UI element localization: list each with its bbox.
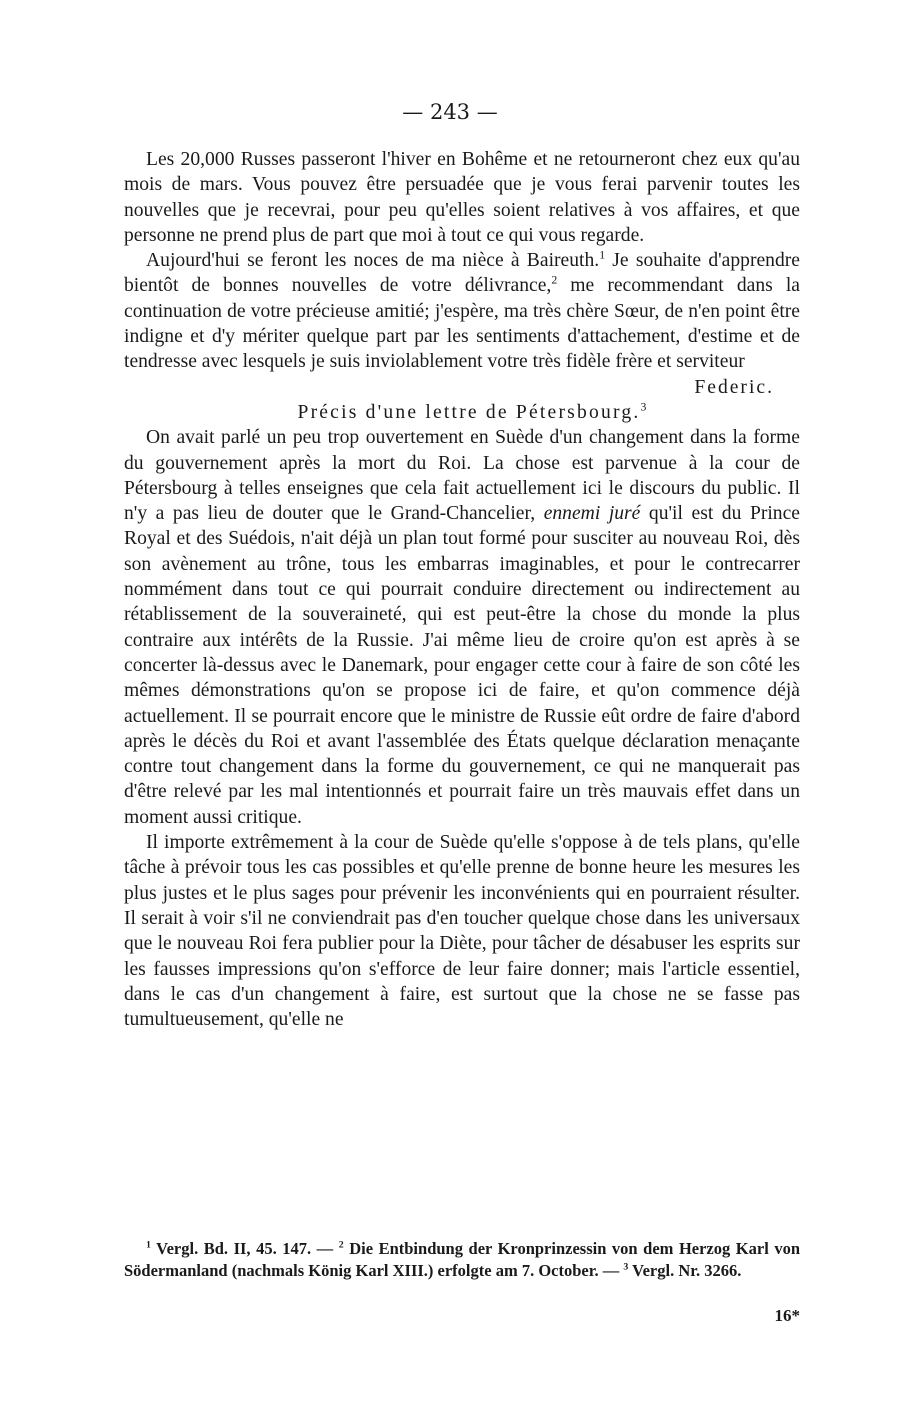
footnote-3-text: Vergl. Nr. 3266. [628, 1261, 742, 1280]
footnote-block [124, 1238, 800, 1282]
paragraph-4: Il importe extrêmement à la cour de Suède qu'elle s'oppose à de tels plans, qu'elle tâche à prévoir tous les cas possibles et qu'elle prenne de bonne heure les mesures les plus justes et le plus sages pour prévenir les inconvénients qui en pourraient résulter. Il serait à voir s'il ne conviendrait pas d'en toucher quelque chose dans les universaux que le nouveau Roi fera publier pour la Diète, pour tâcher de désabuser les esprits sur les fausses impressions qu'on s'efforce de leur faire donner; mais l'article essentiel, dans le cas d'un changement à faire, est surtout que la chose ne se fasse pas tumultueusement, qu'elle ne [124, 832, 800, 1031]
footnote-ref-3: 3 [640, 400, 649, 414]
paragraph-3-part-a: On avait parlé un peu trop ouvertement en Suède d'un changement dans la forme du gouvernement après la mort du Roi. La chose est parvenue à la cour de Pétersbourg à telles enseignes que cela fait actuellement ici le discours du public. Il n'y a pas lieu de douter que le Grand-Chancelier, [124, 427, 800, 525]
footnote-2-text: Die Entbindung der Kronprinzessin von dem Herzog Karl von Södermanland (nachmals König Karl XIII.) erfolgte am 7. October. — [124, 1239, 801, 1280]
paragraph-3-italic: ennemi juré [543, 503, 641, 525]
paragraph-3 [124, 425, 800, 830]
footnote-ref-2: 2 [551, 273, 558, 287]
footnote-ref-1: 1 [599, 248, 606, 262]
letter-body [124, 147, 800, 1032]
footnote-mark-1: 1 [146, 1239, 151, 1251]
paragraph-3-part-b: qu'il est du Prince Royal et des Suédois, n'ait déjà un plan tout formé pour susciter au nouveau Roi, dès son avènement au trône, tous les embarras imaginables, et pour le contrecarrer nommément dans tout ce qui pourrait conduire directement ou indirectement au rétablissement de la souveraineté, qui est peut-être la chose du monde la plus contraire aux intérêts de la Russie. J'ai même lieu de croire qu'on est après à se concerter là-dessus avec le Danemark, pour engager cette cour à faire de son côté les mêmes démonstrations qu'on se propose ici de faire, et qu'on commence déjà actuellement. Il se pourrait encore que le ministre de Russie eût ordre de faire d'abord après le décès du Roi et avant l'assemblée des États quelque déclaration menaçante contre tout changement dans la forme du gouvernement, ce qui ne manquerait pas d'être relevé par les mal intentionnés et pourrait faire un très mauvais effet dans un moment aussi critique. [124, 503, 801, 828]
footnote-1-text: Vergl. Bd. II, 45. 147. — [150, 1239, 339, 1258]
footnote-mark-2: 2 [338, 1239, 344, 1251]
signature: Federic. [694, 376, 774, 398]
paragraph-2-part-a: Aujourd'hui se feront les noces de ma nièce à Baireuth. [146, 250, 600, 272]
paragraph-2-part-b: Je souhaite d'apprendre bientôt de bonnes nouvelles de votre délivrance, [124, 250, 800, 297]
section-heading [124, 400, 800, 425]
footnote-mark-3: 3 [623, 1261, 629, 1273]
paragraph-1: Les 20,000 Russes passeront l'hiver en Bohême et ne retourneront chez eux qu'au mois de mars. Vous pouvez être persuadée que je vous ferai parvenir toutes les nouvelles que je recevrai, pour peu qu'elles soient relatives à vos affaires, et que personne ne prend plus de part que moi à tout ce qui vous regarde. [124, 149, 800, 246]
section-heading-text: Précis d'une lettre de Pétersbourg. [297, 401, 641, 423]
page-number: — 243 — [402, 100, 498, 124]
printer-signature-mark: 16* [774, 1306, 800, 1325]
paragraph-2-part-c: me recommendant dans la continuation de votre précieuse amitié; j'espère, ma très chère Sœur, de n'en point être indigne et d'y mériter quelque part par les sentiments d'attachement, d'estime et de tendresse avec lesquels je suis inviolablement votre très fidèle frère et serviteur [124, 275, 800, 373]
footnotes [124, 1238, 800, 1282]
paragraph-2 [124, 248, 800, 374]
